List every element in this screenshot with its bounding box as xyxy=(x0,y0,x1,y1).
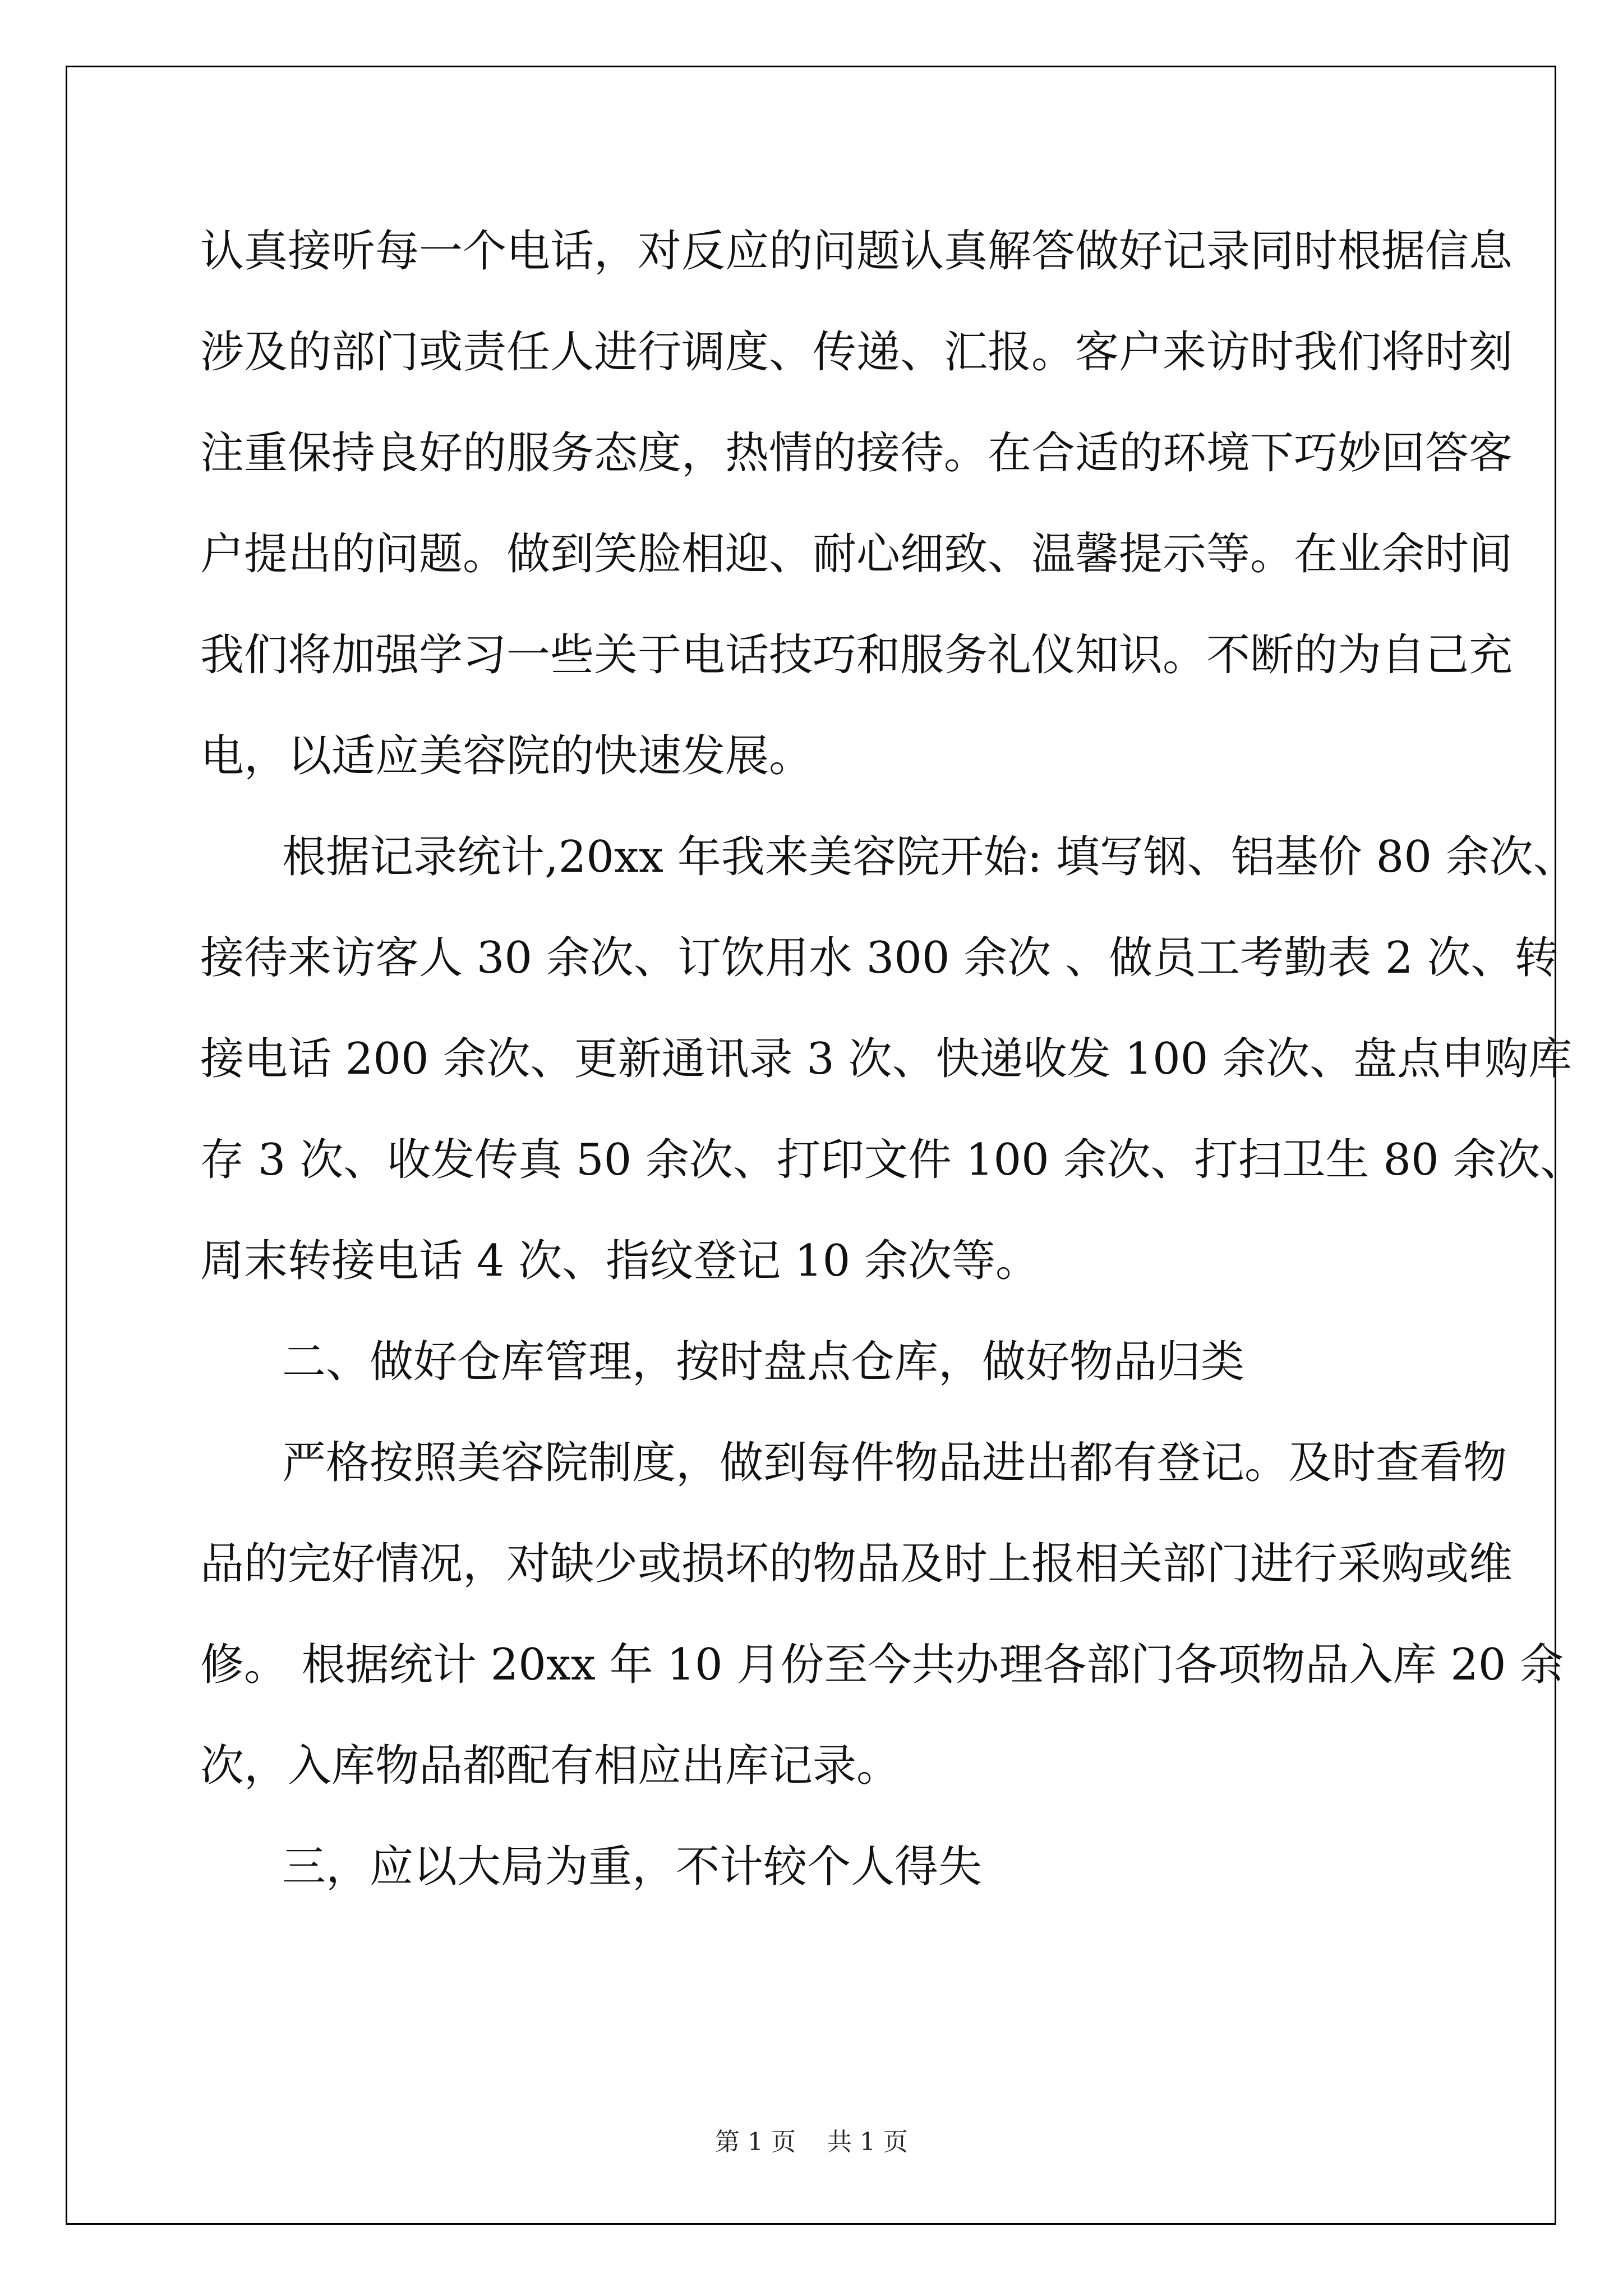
section-heading: 二、做好仓库管理，按时盘点仓库，做好物品归类 xyxy=(282,1337,1245,1387)
paragraph-line: 认真接听每一个电话，对反应的问题认真解答做好记录同时根据信息 xyxy=(200,226,1513,277)
page-number: 第 1 页 共 1 页 xyxy=(715,2128,908,2156)
paragraph-line: 严格按照美容院制度，做到每件物品进出都有登记。及时查看物 xyxy=(282,1438,1507,1488)
paragraph-line: 周末转接电话 4 次、指纹登记 10 余次等。 xyxy=(200,1236,1040,1286)
paragraph-line: 存 3 次、收发传真 50 余次、打印文件 100 余次、打扫卫生 80 余次、 xyxy=(200,1135,1584,1185)
paragraph-line: 次，入库物品都配有相应出库记录。 xyxy=(200,1741,901,1791)
paragraph-line: 电，以适应美容院的快速发展。 xyxy=(200,731,813,781)
section-heading: 三，应以大局为重，不计较个人得失 xyxy=(282,1842,983,1892)
paragraph-line: 我们将加强学习一些关于电话技巧和服务礼仪知识。不断的为自己充 xyxy=(200,630,1513,680)
paragraph-line: 涉及的部门或责任人进行调度、传递、汇报。客户来访时我们将时刻 xyxy=(200,327,1513,378)
paragraph-line: 接待来访客人 30 余次、订饮用水 300 余次 、做员工考勤表 2 次、转 xyxy=(200,933,1559,983)
paragraph-line: 根据记录统计,20xx 年我来美容院开始: 填写钢、铝基价 80 余次、 xyxy=(282,832,1577,882)
paragraph-line: 修。 根据统计 20xx 年 10 月份至今共办理各部门各项物品入库 20 余 xyxy=(200,1640,1564,1690)
paragraph-line: 接电话 200 余次、更新通讯录 3 次、快递收发 100 余次、盘点申购库 xyxy=(200,1034,1573,1084)
paragraph-line: 注重保持良好的服务态度，热情的接待。在合适的环境下巧妙回答客 xyxy=(200,428,1513,478)
document-body xyxy=(200,201,1584,1917)
paragraph-line: 品的完好情况，对缺少或损坏的物品及时上报相关部门进行采购或维 xyxy=(200,1539,1513,1589)
paragraph-line: 户提出的问题。做到笑脸相迎、耐心细致、温馨提示等。在业余时间 xyxy=(200,529,1513,579)
